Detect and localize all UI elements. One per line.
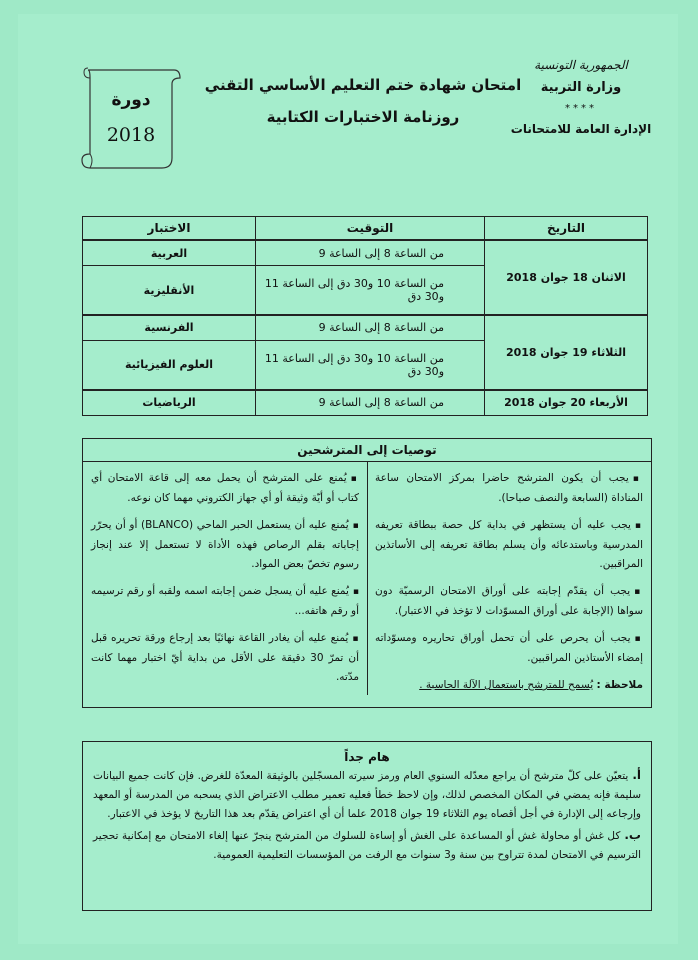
exam-time: من الساعة 8 إلى الساعة 9 [256, 240, 485, 266]
date-column-header: التاريخ [485, 217, 648, 241]
session-year: 2018 [106, 124, 156, 146]
exam-time: من الساعة 8 إلى الساعة 9 [256, 315, 485, 341]
notice-paragraph-a [83, 764, 651, 824]
table-row [83, 240, 648, 266]
exam-date: الثلاثاء 19 جوان 2018 [485, 315, 648, 390]
exam-time: من الساعة 8 إلى الساعة 9 [256, 390, 485, 416]
document-page [18, 14, 678, 944]
recommendations-title: توصيات إلى المترشحين [83, 439, 651, 462]
calendar-title: روزنامة الاختبارات الكتابية [266, 108, 460, 126]
column-divider [367, 461, 368, 695]
important-title: هام جداً [344, 750, 390, 764]
important-notice-box [82, 741, 652, 911]
exam-subject: العلوم الفيزيائية [83, 341, 256, 390]
table-row [83, 315, 648, 341]
republic-name: الجمهورية التونسية [534, 58, 628, 72]
exam-title: امتحان شهادة ختم التعليم الأساسي التقني [204, 76, 522, 94]
exam-subject: العربية [83, 240, 256, 266]
exam-schedule-table [82, 216, 648, 416]
document-title [193, 76, 533, 126]
note-text: يُسمح للمترشح باستعمال الآلة الحاسبة . [419, 679, 594, 691]
list-item: ▪ يُمنع على المترشح أن يحمل معه إلى قاعة الامتحان أي كتاب أو أيّة وثيقة أو أي جهاز الكتروني مهما كان نوعه. [91, 469, 359, 508]
exam-time: من الساعة 10 و30 دق إلى الساعة 11 و30 دق [256, 341, 485, 390]
recommendations-box [82, 438, 652, 708]
table-row [83, 390, 648, 416]
paragraph-key: أ. [632, 768, 641, 782]
list-item: ▪ يُمنع عليه أن يستعمل الحبر الماحي (BLANCO) أو أن يحرّر إجاباته بقلم الرصاص فهذه الأداة لا تستعمل إلا عند إنجاز رسوم تخصّ بعض المواد. [91, 516, 359, 574]
directorate-name: الإدارة العامة للامتحانات [510, 122, 652, 136]
list-item: ▪ يجب عليه أن يستظهر في بداية كل حصة ببطاقة تعريفه المدرسية وباستدعائه وأن يسلم بطاقة تعريفه إلى الأساتذين المراقبين. [375, 516, 643, 574]
exam-time: من الساعة 10 و30 دق إلى الساعة 11 و30 دق [256, 266, 485, 315]
exam-subject: الأنقليزية [83, 266, 256, 315]
list-item: ▪ يجب أن يقدّم إجابته على أوراق الامتحان الرسميّة دون سواها (الإجابة على أوراق المسوّدات لا تؤخذ في الاعتبار). [375, 582, 643, 621]
calculator-note [375, 676, 643, 695]
session-scroll [80, 64, 182, 174]
list-item: ▪ يُمنع عليه أن يغادر القاعة نهائيًا بعد إرجاع ورقة تحريره قبل أن تمرّ 30 دقيقة على الأقل من بداية أيّ اختبار مهما كانت مدّته. [91, 629, 359, 687]
exam-subject: الفرنسية [83, 315, 256, 341]
exam-subject: الرياضيات [83, 390, 256, 416]
subject-column-header: الاختبار [83, 217, 256, 241]
list-item: ▪ يُمنع عليه أن يسجل ضمن إجابته اسمه ولقبه أو رقم ترسيمه أو رقم هاتفه... [91, 582, 359, 621]
time-column-header: التوقيت [256, 217, 485, 241]
paragraph-text: يتعيّن على كلّ مترشح أن يراجع معدّله السنوي العام ورمز سيرته المسجّلين بالوثيقة المعدّة للغرض. فإن كانت جميع البيانات سليمة فإنه يمضي في المكان المخصص لذلك، وإن لاحظ خطأ فعليه تعمير مطلب الاعتراض الذي يسحبه من المدرسة أو المعهد وإرجاعه إلى الإدارة في أجل أقصاه يوم الثلاثاء 19 جوان 2018 علما أن أي اعتراض يقدّم بعد هذا التاريخ لا يؤخذ في الاعتبار. [93, 770, 641, 820]
note-label: ملاحظة : [596, 679, 643, 691]
stars-separator: **** [565, 103, 597, 114]
notice-paragraph-b [83, 824, 651, 865]
ministry-name: وزارة التربية [540, 80, 622, 95]
paragraph-key: ب. [624, 828, 641, 842]
obligations-column [375, 469, 643, 695]
list-item: ▪ يجب أن يكون المترشح حاضرا بمركز الامتحان ساعة المناداة (السابعة والنصف صباحا). [375, 469, 643, 508]
scroll-frame-icon [80, 64, 182, 174]
prohibitions-column [91, 469, 359, 695]
schedule-header-row [83, 217, 648, 241]
list-item: ▪ يجب أن يحرص على أن تحمل أوراق تحاريره ومسوّداته إمضاء الأستاذين المراقبين. [375, 629, 643, 668]
session-label: دورة [111, 90, 151, 110]
exam-date: الاثنان 18 جوان 2018 [485, 240, 648, 315]
paragraph-text: كل غش أو محاولة غش أو المساعدة على الغش أو إساءة للسلوك من المترشح ينجرّ عنها إلغاء الامتحان مع إمكانية تحجير الترسيم في الامتحان لمدة تتراوح بين سنة و3 سنوات مع الرفت من المؤسسات التعليمية العمومية. [93, 830, 641, 861]
exam-date: الأربعاء 20 جوان 2018 [485, 390, 648, 416]
